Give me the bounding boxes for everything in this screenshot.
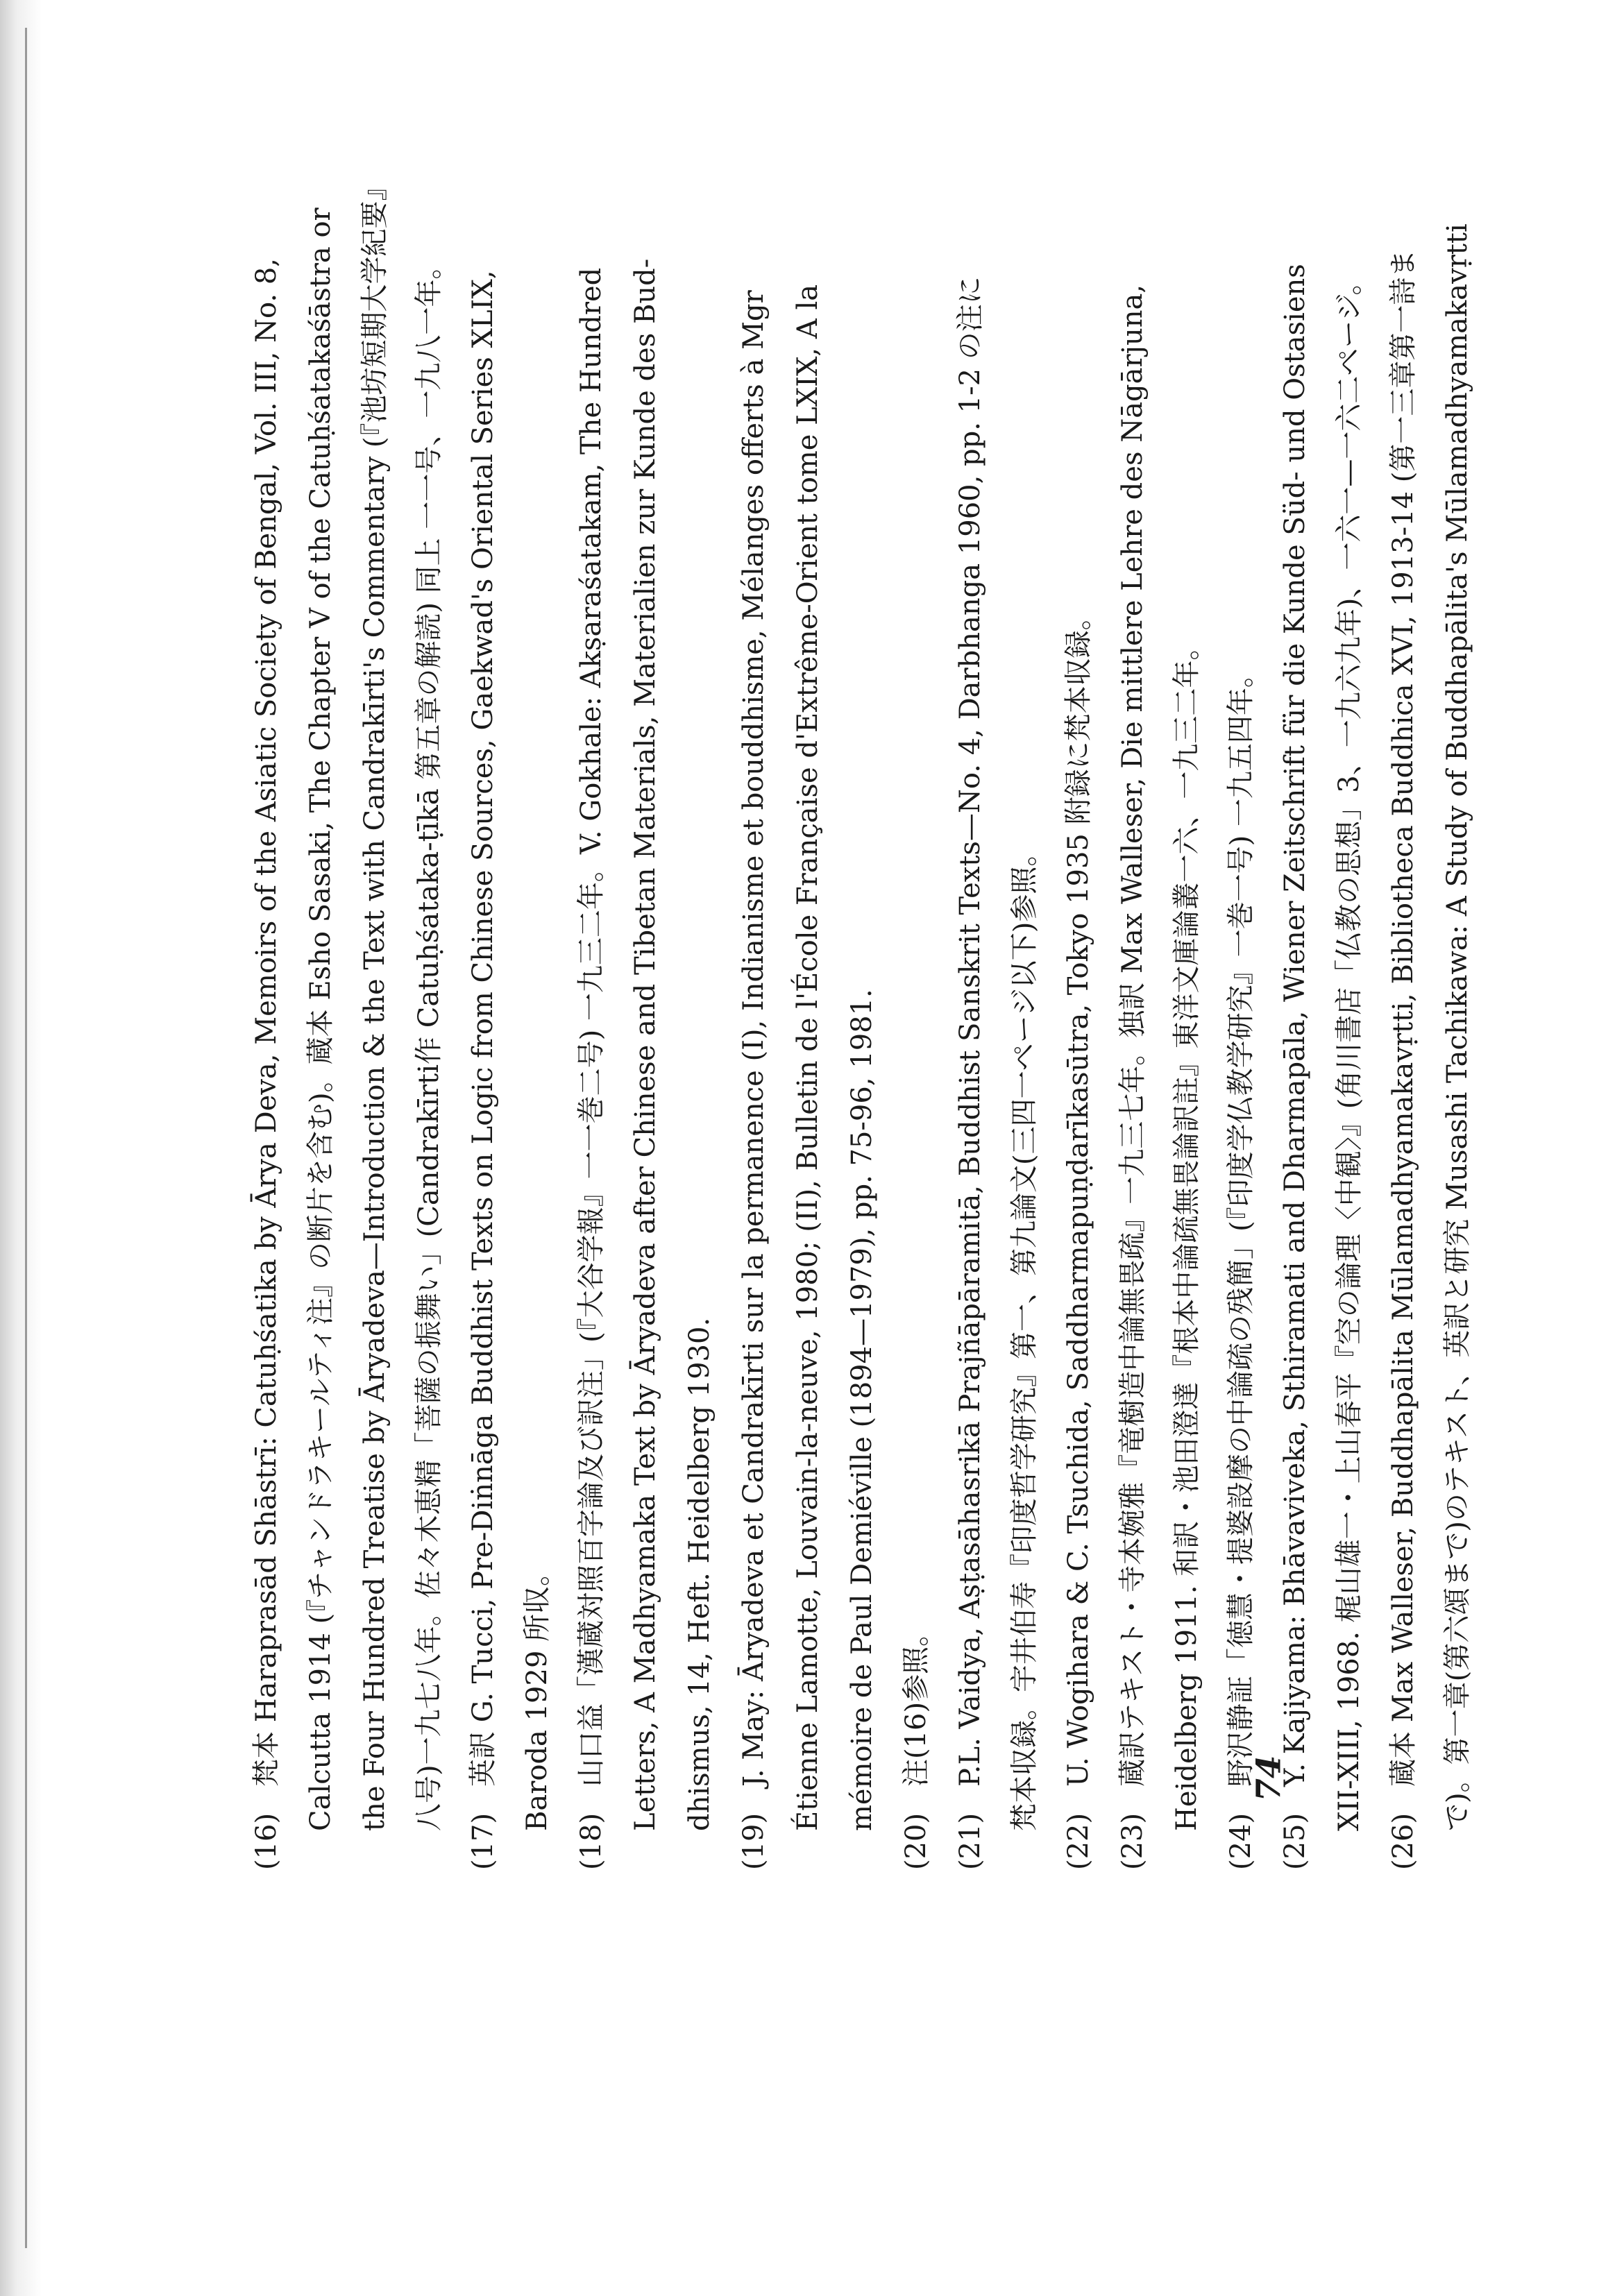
note-21 <box>943 267 1051 1870</box>
note-26 <box>1376 223 1485 1870</box>
note-20 <box>889 267 943 1870</box>
note-number: (26) <box>1387 1812 1419 1870</box>
note-line: Y. Kajiyama: Bhāvaviveka, Sthiramati and Dharmapāla, Wiener Zeitschrift für die Kunde Süd- und Ostasiens <box>1279 264 1311 1787</box>
note-number: (25) <box>1279 1812 1311 1870</box>
note-line: U. Wogihara & C. Tsuchida, Saddharmapuṇḍarīkasūtra, Tokyo 1935 附録に梵本収録。 <box>1063 602 1094 1787</box>
note-line: 蔵訳テキスト・寺本婉雅『竜樹造中論無畏疏』一九三七年。独訳 Max Walleser, Die mittlere Lehre des Nāgārjuna, <box>1117 284 1149 1787</box>
note-24 <box>1214 267 1268 1870</box>
note-number: (17) <box>467 1812 499 1870</box>
note-line: 八号)一九七八年。佐々木恵精「菩薩の振舞い」(Candrakīrti作 Catuḥśataka-ṭīkā 第五章の解読) 同上 一一号、一九八一年。 <box>413 251 445 1831</box>
note-line: P.L. Vaidya, Aṣṭasāhasrikā Prajñāpāramitā, Buddhist Sanskrit Texts—No. 4, Darbhanga 1960, pp. 1-2 の注に <box>954 276 986 1787</box>
note-line: XII-XIII, 1968. 梶山雄一・上山春平『空の論理〈中観〉』(角川書店「仏教の思想」3、一九六九年)、一六一—一六二ページ。 <box>1333 267 1365 1831</box>
note-number: (24) <box>1225 1812 1257 1870</box>
note-line: Baroda 1929 所収。 <box>521 1558 553 1831</box>
note-line: the Four Hundred Treatise by Āryadeva—Introduction & the Text with Candrakīrti's Commentary (『池坊短期大学紀要』 <box>359 173 391 1831</box>
note-line: 蔵本 Max Walleser, Buddhapālita Mūlamadhyamakavṛtti, Bibliotheca Buddhica XVI, 1913-14 (第一三章第一詩ま <box>1387 249 1419 1787</box>
note-line: Letters, A Madhyamaka Text by Āryadeva after Chinese and Tibetan Materials, Materialien zur Kunde des Bud- <box>629 258 661 1831</box>
note-number: (21) <box>954 1812 986 1870</box>
note-line: 梵本 Haraprasād Shāstrī: Catuḥśatika by Ārya Deva, Memoirs of the Asiatic Society of Bengal, Vol. III, No. 8, <box>251 257 282 1787</box>
note-line: 注(16)参照。 <box>900 1618 932 1787</box>
note-number: (16) <box>251 1812 282 1870</box>
note-line: mémoire de Paul Demiéville (1894—1979), pp. 75-96, 1981. <box>846 989 878 1831</box>
note-number: (23) <box>1117 1812 1149 1870</box>
binding-line <box>25 28 27 2248</box>
note-line: で)。第一章(第六頌まで)のテキスト、英訳と研究 Musashi Tachikawa: A Study of Buddhapālita's Mūlamadhyamakavṛtti <box>1441 223 1473 1831</box>
note-19 <box>727 267 889 1870</box>
note-line: dhismus, 14, Heft. Heidelberg 1930. <box>684 1317 716 1831</box>
note-line: 野沢静証「徳慧・提婆設摩の中論疏の残簡」(『印度学仏教学研究』一巻一号) 一九五四年。 <box>1225 660 1257 1787</box>
note-line: 梵本収録。宇井伯寿『印度哲学研究』第一、第九論文(三四一ページ以下)参照。 <box>1008 838 1040 1831</box>
note-22 <box>1051 267 1106 1870</box>
note-17 <box>456 267 564 1870</box>
note-25 <box>1268 264 1376 1870</box>
page-edge-shadow <box>0 0 42 2296</box>
note-line: Étienne Lamotte, Louvain-la-neuve, 1980; (II), Bulletin de l'École Française d'Extrême-Orient tome LXIX, A la <box>792 284 824 1831</box>
note-line: Calcutta 1914 (『チャンドラキールティ注』の断片を含む)。蔵本 Esho Sasaki, The Chapter V of the Catuḥśatakaśāstra or <box>305 207 337 1831</box>
footnotes-block <box>239 173 1473 1870</box>
note-number: (22) <box>1063 1812 1094 1870</box>
note-line: Heidelberg 1911. 和訳・池田澄達『根本中論疏無畏論訳註』東洋文庫論叢一六、一九三二年。 <box>1171 632 1203 1831</box>
note-23 <box>1106 267 1214 1870</box>
note-number: (20) <box>900 1812 932 1870</box>
note-number: (18) <box>575 1812 607 1870</box>
note-line: 英訳 G. Tucci, Pre-Diṅnāga Buddhist Texts on Logic from Chinese Sources, Gaekwad's Oriental Series XLIX, <box>467 270 499 1787</box>
page-number: 74 <box>1249 1755 1289 1802</box>
note-line: 山口益「漢蔵対照百字論及び訳注」(『大谷学報』一一巻二号) 一九三二年。V. Gokhale: Akṣaraśatakam, The Hundred <box>575 267 607 1787</box>
note-16 <box>239 173 456 1870</box>
note-number: (19) <box>738 1812 770 1870</box>
note-18 <box>564 258 727 1870</box>
note-line: J. May: Āryadeva et Candrakīrti sur la permanence (I), Indianisme et bouddhisme, Mélanges offerts à Mgr <box>738 290 770 1787</box>
